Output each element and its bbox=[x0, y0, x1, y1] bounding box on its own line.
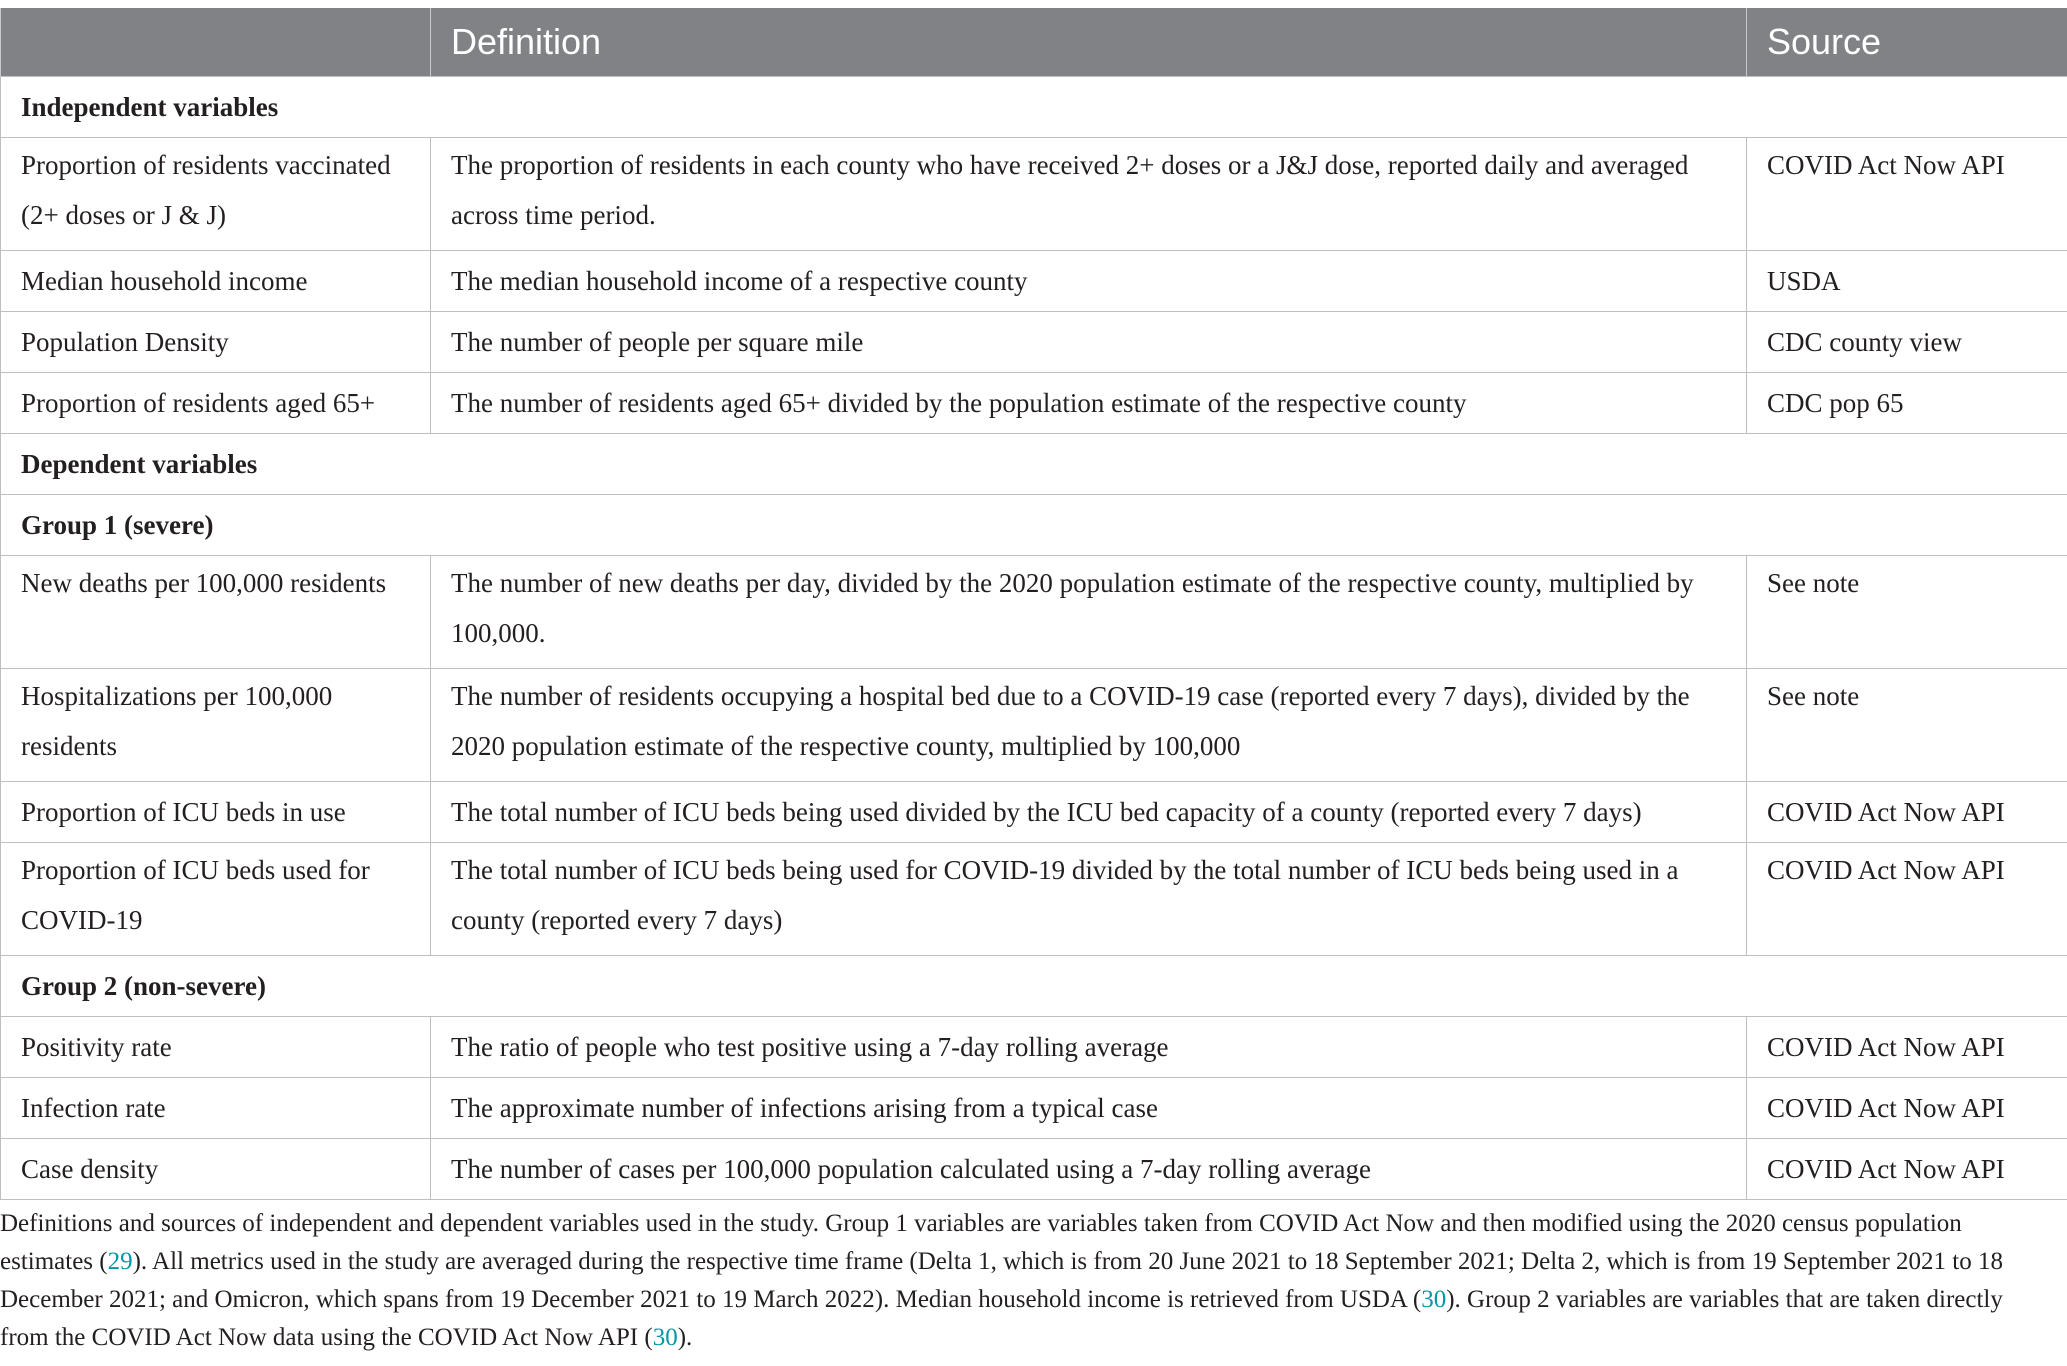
table-row bbox=[1, 312, 2067, 373]
table-header-row bbox=[1, 8, 2067, 77]
variable-cell: Infection rate bbox=[1, 1078, 431, 1139]
variable-cell: Hospitalizations per 100,000 residents bbox=[1, 669, 431, 782]
variable-cell: Proportion of residents vaccinated (2+ doses or J & J) bbox=[1, 138, 431, 251]
table-row bbox=[1, 1017, 2067, 1078]
source-cell: COVID Act Now API bbox=[1747, 138, 2067, 251]
definition-cell: The number of people per square mile bbox=[431, 312, 1747, 373]
source-cell: COVID Act Now API bbox=[1747, 1017, 2067, 1078]
table-row bbox=[1, 843, 2067, 956]
source-cell: See note bbox=[1747, 556, 2067, 669]
source-cell: CDC county view bbox=[1747, 312, 2067, 373]
reference-link[interactable]: 30 bbox=[652, 1324, 678, 1351]
table-caption bbox=[0, 1205, 2040, 1357]
table-row bbox=[1, 251, 2067, 312]
source-cell: COVID Act Now API bbox=[1747, 1078, 2067, 1139]
definition-cell: The approximate number of infections arising from a typical case bbox=[431, 1078, 1747, 1139]
caption-text: ). Group 2 variables are variables that are taken directly from the COVID Act Now data using the COVID Act Now API ( bbox=[0, 1286, 2003, 1351]
table-body bbox=[1, 77, 2067, 1200]
source-cell: COVID Act Now API bbox=[1747, 843, 2067, 956]
section-row bbox=[1, 956, 2067, 1017]
reference-link[interactable]: 29 bbox=[107, 1248, 133, 1275]
table-row bbox=[1, 782, 2067, 843]
variable-cell: Positivity rate bbox=[1, 1017, 431, 1078]
definition-cell: The total number of ICU beds being used divided by the ICU bed capacity of a county (reported every 7 days) bbox=[431, 782, 1747, 843]
definition-cell: The median household income of a respective county bbox=[431, 251, 1747, 312]
definition-cell: The number of residents aged 65+ divided by the population estimate of the respective county bbox=[431, 373, 1747, 434]
variables-table bbox=[0, 8, 2067, 1200]
table-row bbox=[1, 138, 2067, 251]
source-cell: CDC pop 65 bbox=[1747, 373, 2067, 434]
header-variable bbox=[1, 8, 431, 77]
caption-text: ). All metrics used in the study are averaged during the respective time frame (Delta 1, which is from 20 June 2021 to 18 September 2021; Delta 2, which is from 19 September 2021 to 18 December 2021; and Omicron, which spans from 19 December 2021 to 19 March 2022). Median household income is retrieved from USDA ( bbox=[0, 1248, 2003, 1313]
variable-cell: Proportion of ICU beds used for COVID-19 bbox=[1, 843, 431, 956]
section-row bbox=[1, 434, 2067, 495]
variable-cell: Case density bbox=[1, 1139, 431, 1200]
table-row bbox=[1, 1139, 2067, 1200]
variable-cell: Proportion of ICU beds in use bbox=[1, 782, 431, 843]
source-cell: See note bbox=[1747, 669, 2067, 782]
variable-cell: Proportion of residents aged 65+ bbox=[1, 373, 431, 434]
section-label: Group 2 (non-severe) bbox=[1, 956, 2067, 1017]
table-row bbox=[1, 1078, 2067, 1139]
variable-cell: Median household income bbox=[1, 251, 431, 312]
definition-cell: The number of residents occupying a hospital bed due to a COVID-19 case (reported every 7 days), divided by the 2020 population estimate of the respective county, multiplied by 100,000 bbox=[431, 669, 1747, 782]
section-label: Dependent variables bbox=[1, 434, 2067, 495]
variable-cell: Population Density bbox=[1, 312, 431, 373]
variables-table-container bbox=[0, 8, 2067, 1200]
definition-cell: The number of new deaths per day, divided by the 2020 population estimate of the respective county, multiplied by 100,000. bbox=[431, 556, 1747, 669]
definition-cell: The total number of ICU beds being used for COVID-19 divided by the total number of ICU beds being used in a county (reported every 7 days) bbox=[431, 843, 1747, 956]
source-cell: COVID Act Now API bbox=[1747, 782, 2067, 843]
definition-cell: The number of cases per 100,000 population calculated using a 7-day rolling average bbox=[431, 1139, 1747, 1200]
section-row bbox=[1, 77, 2067, 138]
reference-link[interactable]: 30 bbox=[1421, 1286, 1447, 1313]
section-label: Independent variables bbox=[1, 77, 2067, 138]
source-cell: COVID Act Now API bbox=[1747, 1139, 2067, 1200]
header-source: Source bbox=[1747, 8, 2067, 77]
variable-cell: New deaths per 100,000 residents bbox=[1, 556, 431, 669]
caption-text: ). bbox=[677, 1324, 693, 1351]
definition-cell: The proportion of residents in each county who have received 2+ doses or a J&J dose, reported daily and averaged across time period. bbox=[431, 138, 1747, 251]
table-row bbox=[1, 556, 2067, 669]
table-row bbox=[1, 373, 2067, 434]
table-row bbox=[1, 669, 2067, 782]
header-definition: Definition bbox=[431, 8, 1747, 77]
source-cell: USDA bbox=[1747, 251, 2067, 312]
section-row bbox=[1, 495, 2067, 556]
section-label: Group 1 (severe) bbox=[1, 495, 2067, 556]
definition-cell: The ratio of people who test positive using a 7-day rolling average bbox=[431, 1017, 1747, 1078]
caption-text: Definitions and sources of independent and dependent variables used in the study. Group 1 variables are variables taken from COVID Act Now and then modified using the 2020 census population estimates ( bbox=[0, 1210, 1962, 1275]
